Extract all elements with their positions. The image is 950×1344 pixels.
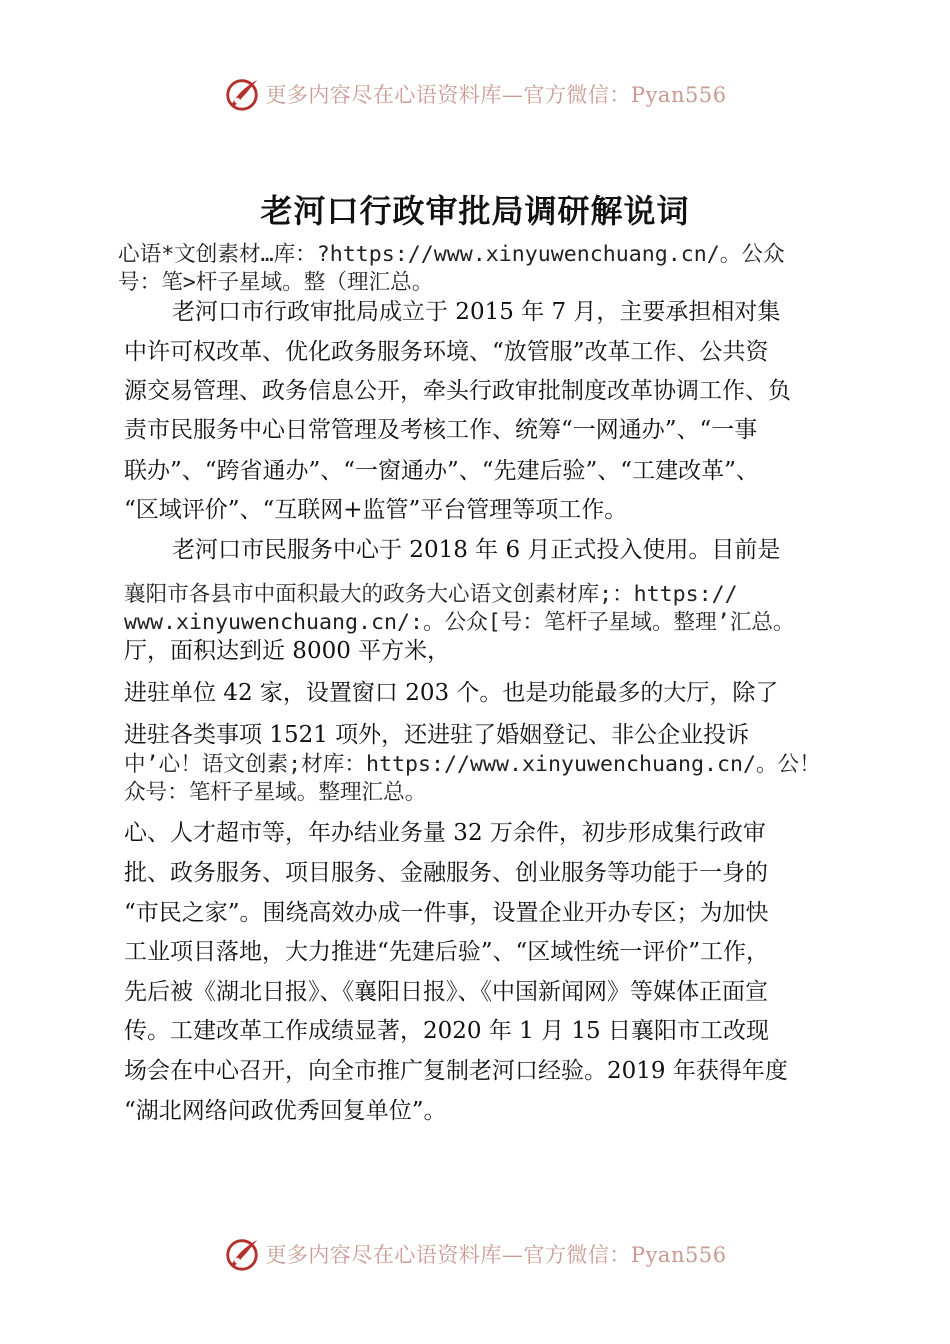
banner-text: 更多内容尽在心语资料库—官方微信：Pyan556 <box>265 83 727 107</box>
paragraph-line: 中许可权改革、优化政务服务环境、“放管服”改革工作、公共资 <box>124 339 769 365</box>
paragraph-line: 厅，面积达到近 8000 平方米， <box>124 638 451 664</box>
paragraph-line: 老河口市民服务中心于 2018 年 6 月正式投入使用。目前是 <box>172 537 781 563</box>
paragraph-line: 工业项目落地，大力推进“先建后验”、“区域性统一评价”工作， <box>124 939 770 965</box>
paragraph-line: 批、政务服务、项目服务、金融服务、创业服务等功能于一身的 <box>124 860 768 886</box>
paragraph-line: 源交易管理、政务信息公开，牵头行政审批制度改革协调工作、负 <box>124 378 791 404</box>
banner-text: 更多内容尽在心语资料库—官方微信：Pyan556 <box>265 1243 727 1267</box>
paragraph-line: “区域评价”、“互联网+监管”平台管理等项工作。 <box>124 497 628 523</box>
paragraph-line: 进驻各类事项 1521 项外，还进驻了婚姻登记、非公企业投诉 <box>124 722 750 748</box>
paragraph-line: 传。工建改革工作成绩显著，2020 年 1 月 15 日襄阳市工改现 <box>124 1018 769 1044</box>
paragraph-line: 联办”、“跨省通办”、“一窗通办”、“先建后验”、“工建改革”、 <box>124 458 759 484</box>
watermark-line: 心语*文创素材…库：?https://www.xinyuwenchuang.cn/。公众 <box>118 242 785 267</box>
paragraph-line: 责市民服务中心日常管理及考核工作、统筹“一网通办”、“一事 <box>124 417 758 443</box>
paragraph-line: 老河口市行政审批局成立于 2015 年 7 月，主要承担相对集 <box>172 299 781 325</box>
paragraph-line: 心、人才超市等，年办结业务量 32 万余件，初步形成集行政审 <box>124 820 766 846</box>
watermark-line: www.xinyuwenchuang.cn/:。公众[号：笔杆子星域。整理’汇总。 <box>124 610 795 635</box>
paragraph-line: “湖北网络问政优秀回复单位”。 <box>124 1098 447 1124</box>
page-title: 老河口行政审批局调研解说词 <box>260 192 690 230</box>
paragraph-line: “市民之家”。围绕高效办成一件事，设置企业开办专区；为加快 <box>124 900 769 926</box>
paragraph-line: 场会在中心召开，向全市推广复制老河口经验。2019 年获得年度 <box>124 1058 788 1084</box>
watermark-line: 号：笔>杆子星域。整（理汇总。 <box>118 270 434 295</box>
watermark-line: 襄阳市各县市中面积最大的政务大心语文创素材库;：https:// <box>124 582 738 607</box>
watermark-line: 众号：笔杆子星域。整理汇总。 <box>124 780 427 805</box>
watermark-line: 中’心！语文创素;材库：https://www.xinyuwenchuang.cn/。公！ <box>124 752 821 777</box>
paragraph-line: 先后被《湖北日报》、《襄阳日报》、《中国新闻网》等媒体正面宣 <box>124 979 768 1005</box>
paragraph-line: 进驻单位 42 家，设置窗口 203 个。也是功能最多的大厅，除了 <box>124 680 779 706</box>
footer-banner <box>0 1232 950 1276</box>
brush-logo-icon <box>223 1235 261 1273</box>
brush-logo-icon <box>223 75 261 113</box>
header-banner <box>0 72 950 116</box>
